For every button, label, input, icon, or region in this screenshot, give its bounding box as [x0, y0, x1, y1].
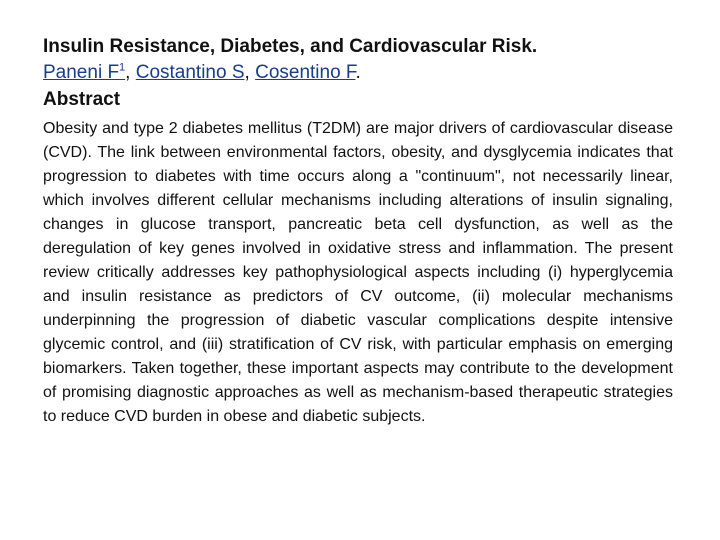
article-title: Insulin Resistance, Diabetes, and Cardiovascular Risk. [43, 36, 538, 57]
author-link-costantino[interactable]: Costantino S [135, 62, 245, 83]
abstract-text: Obesity and type 2 diabetes mellitus (T2DM) are major drivers of cardiovascular disease (CVD). The link between environmental factors, obesity, and dysglycemia indicates that progression to diabetes with time occurs along a "continuum", not necessarily linear, which involves different cellular mechanisms including alterations of insulin signaling, changes in glucose transport, pancreatic beta cell dysfunction, as well as the deregulation of key genes involved in oxidative stress and inflammation. The present review critically addresses key pathophysiological aspects including (i) hyperglycemia and insulin resistance as predictors of CV outcome, (ii) molecular mechanisms underpinning the progression of diabetic vascular complications despite intensive glycemic control, and (iii) stratification of CV risk, with particular emphasis on emerging biomarkers. Taken together, these important aspects may contribute to the development of promising diagnostic approaches as well as mechanism-based therapeutic strategies to reduce CVD burden in obese and diabetic subjects. [43, 120, 673, 425]
author-list-end: . [355, 62, 361, 83]
author-separator: , [244, 62, 256, 83]
abstract-heading: Abstract [43, 89, 121, 110]
author-link-paneni[interactable] [43, 62, 125, 83]
author-list [43, 60, 673, 86]
author-name: Paneni F [43, 62, 120, 83]
author-link-cosentino[interactable]: Cosentino F [255, 62, 356, 83]
article-content [43, 33, 673, 429]
affiliation-superscript: 1 [119, 61, 126, 74]
author-separator: , [125, 62, 136, 83]
